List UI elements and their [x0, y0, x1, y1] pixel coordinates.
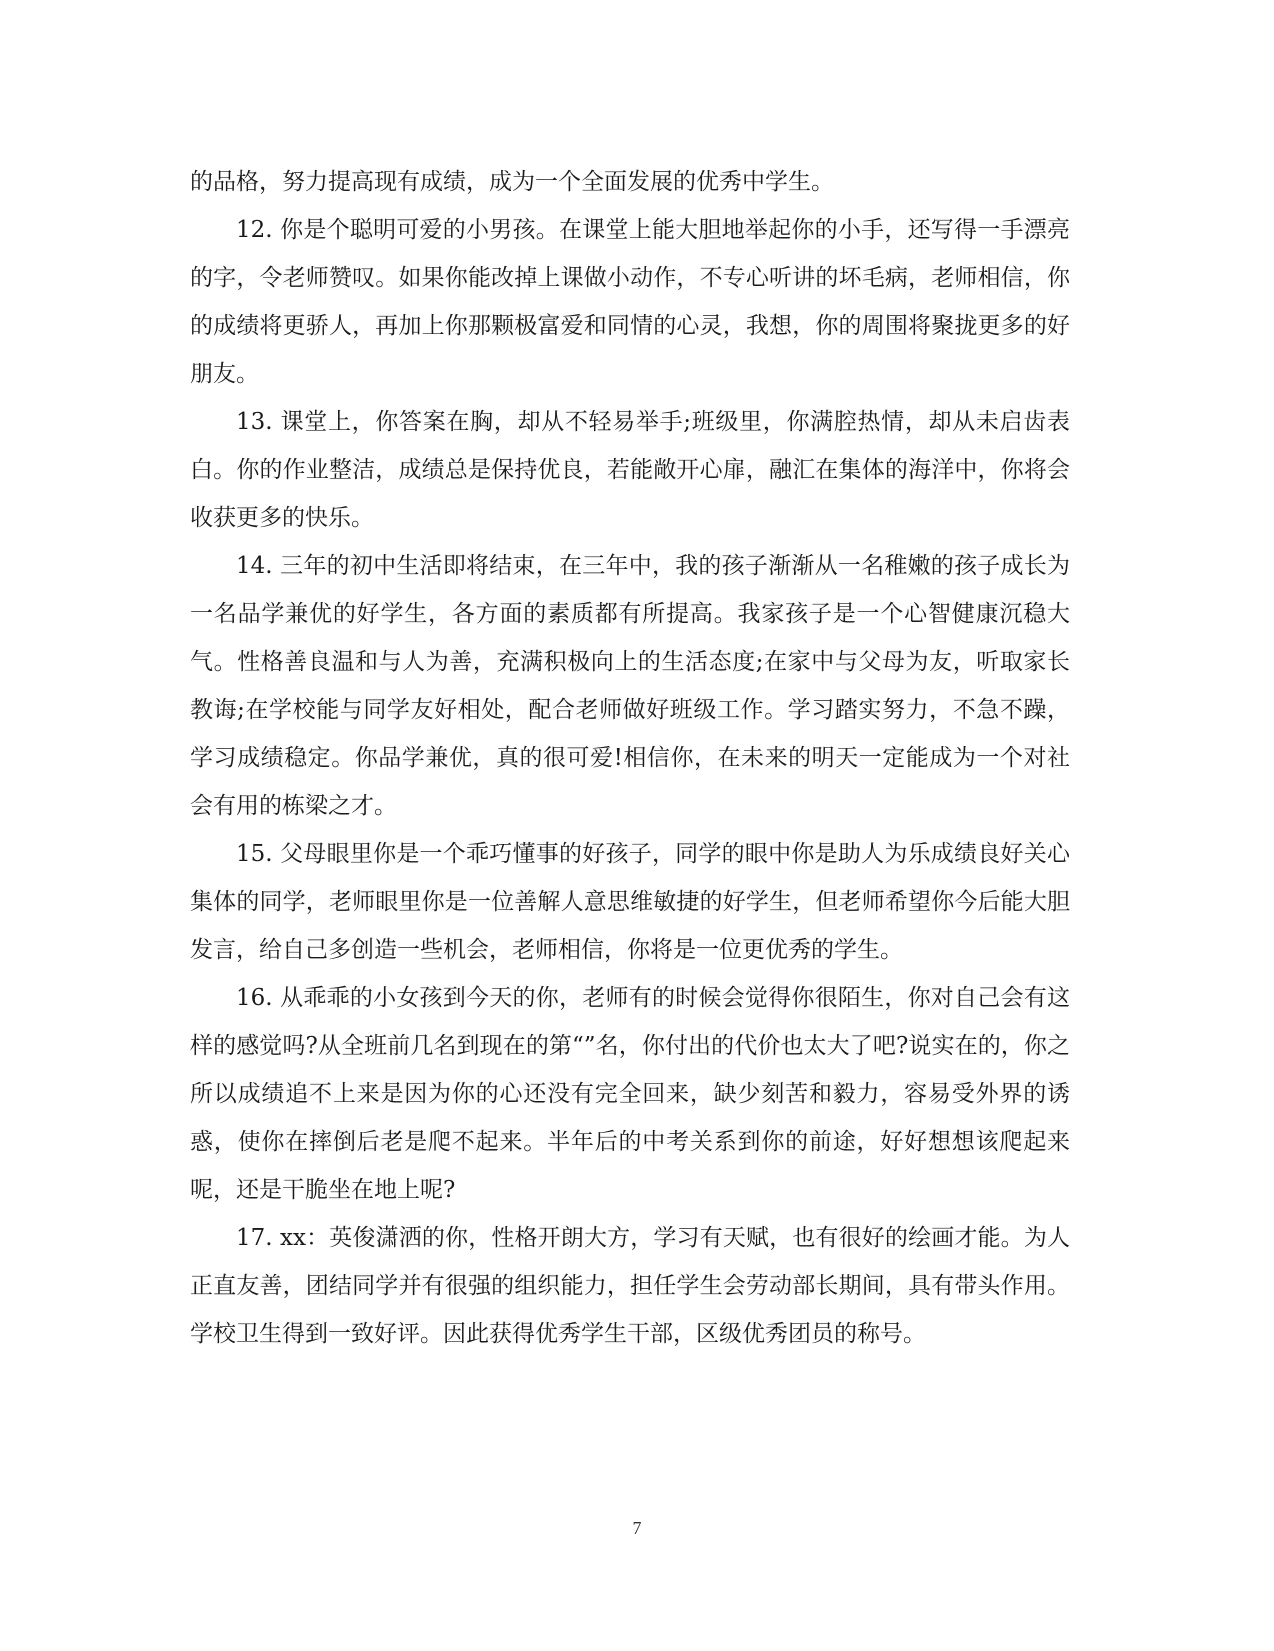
paragraph-17: 17. xx：英俊潇洒的你，性格开朗大方，学习有天赋，也有很好的绘画才能。为人正直友善，团结同学并有很强的组织能力，担任学生会劳动部长期间，具有带头作用。学校卫生得到一致好评。因此获得优秀学生干部，区级优秀团员的称号。 — [190, 1225, 1070, 1347]
paragraph-16: 16. 从乖乖的小女孩到今天的你，老师有的时候会觉得你很陌生，你对自己会有这样的感觉吗?从全班前几名到现在的第“”名，你付出的代价也太大了吧?说实在的，你之所以成绩追不上来是因为你的心还没有完全回来，缺少刻苦和毅力，容易受外界的诱惑，使你在摔倒后老是爬不起来。半年后的中考关系到你的前途，好好想想该爬起来呢，还是干脆坐在地上呢? — [190, 985, 1070, 1203]
page-number: 7 — [632, 1518, 642, 1538]
paragraph-13: 13. 课堂上，你答案在胸，却从不轻易举手;班级里，你满腔热情，却从未启齿表白。你的作业整洁，成绩总是保持优良，若能敞开心扉，融汇在集体的海洋中，你将会收获更多的快乐。 — [190, 409, 1070, 531]
paragraph-15: 15. 父母眼里你是一个乖巧懂事的好孩子，同学的眼中你是助人为乐成绩良好关心集体的同学，老师眼里你是一位善解人意思维敏捷的好学生，但老师希望你今后能大胆发言，给自己多创造一些机会，老师相信，你将是一位更优秀的学生。 — [190, 841, 1070, 963]
paragraph-12: 12. 你是个聪明可爱的小男孩。在课堂上能大胆地举起你的小手，还写得一手漂亮的字，令老师赞叹。如果你能改掉上课做小动作，不专心听讲的坏毛病，老师相信，你的成绩将更骄人，再加上你那颗极富爱和同情的心灵，我想，你的周围将聚拢更多的好朋友。 — [190, 217, 1070, 387]
paragraph-14: 14. 三年的初中生活即将结束，在三年中，我的孩子渐渐从一名稚嫩的孩子成长为一名品学兼优的好学生，各方面的素质都有所提高。我家孩子是一个心智健康沉稳大气。性格善良温和与人为善，充满积极向上的生活态度;在家中与父母为友，听取家长教诲;在学校能与同学友好相处，配合老师做好班级工作。学习踏实努力，不急不躁，学习成绩稳定。你品学兼优，真的很可爱!相信你，在未来的明天一定能成为一个对社会有用的栋梁之才。 — [190, 553, 1070, 819]
document-body — [190, 158, 1070, 1358]
paragraph-continuation: 的品格，努力提高现有成绩，成为一个全面发展的优秀中学生。 — [190, 169, 834, 195]
